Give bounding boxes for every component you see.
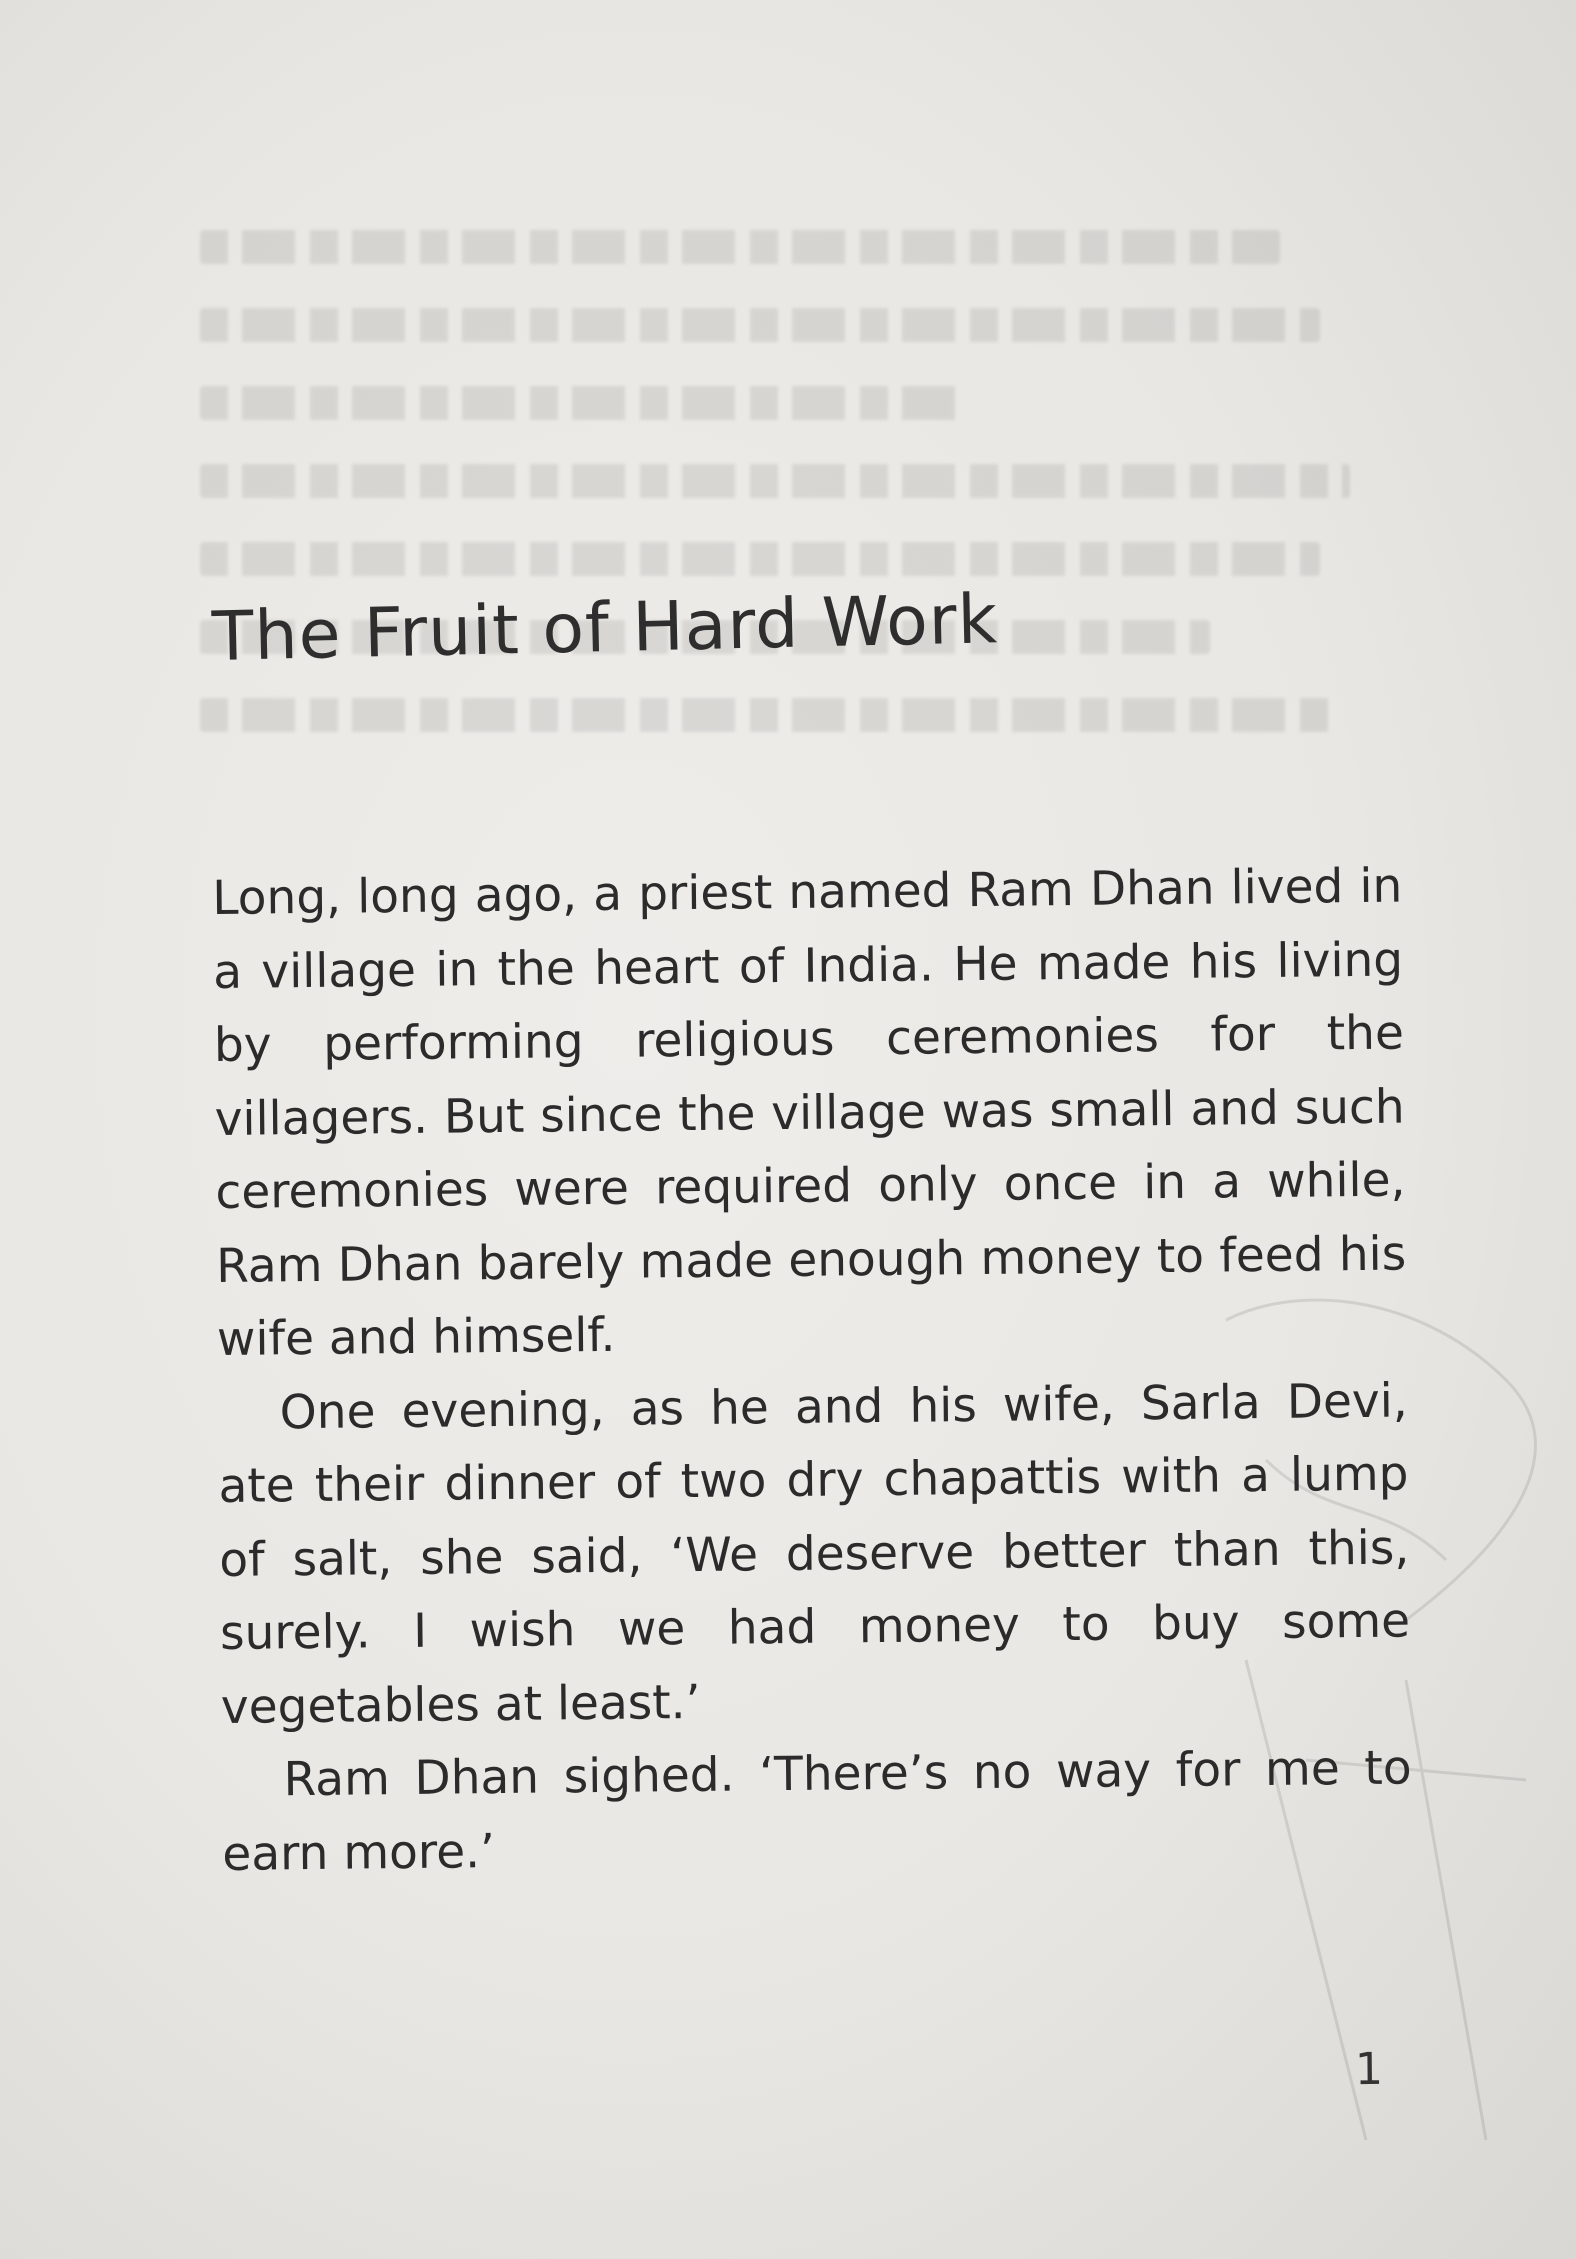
paragraph-1: Long, long ago, a priest named Ram Dhan lived in a village in the heart of India. He made his living by performing religious ceremonies for the villagers. But since the village was small and such ceremonies were required only once in a while, Ram Dhan barely made enough money to feed his wife and himself. [212,858,1407,1367]
story-text [212,850,1413,1891]
chapter-title: The Fruit of Hard Work [211,580,999,677]
paragraph-3: Ram Dhan sighed. ‘There’s no way for me to earn more.’ [222,1740,1412,1882]
show-through-text [200,230,1400,790]
page-number: 1 [1354,2043,1384,2096]
paragraph-2: One evening, as he and his wife, Sarla Devi, ate their dinner of two dry chapattis with a lump of salt, she said, ‘We deserve better than this, surely. I wish we had money to buy some vegetables at least.’ [218,1373,1411,1735]
